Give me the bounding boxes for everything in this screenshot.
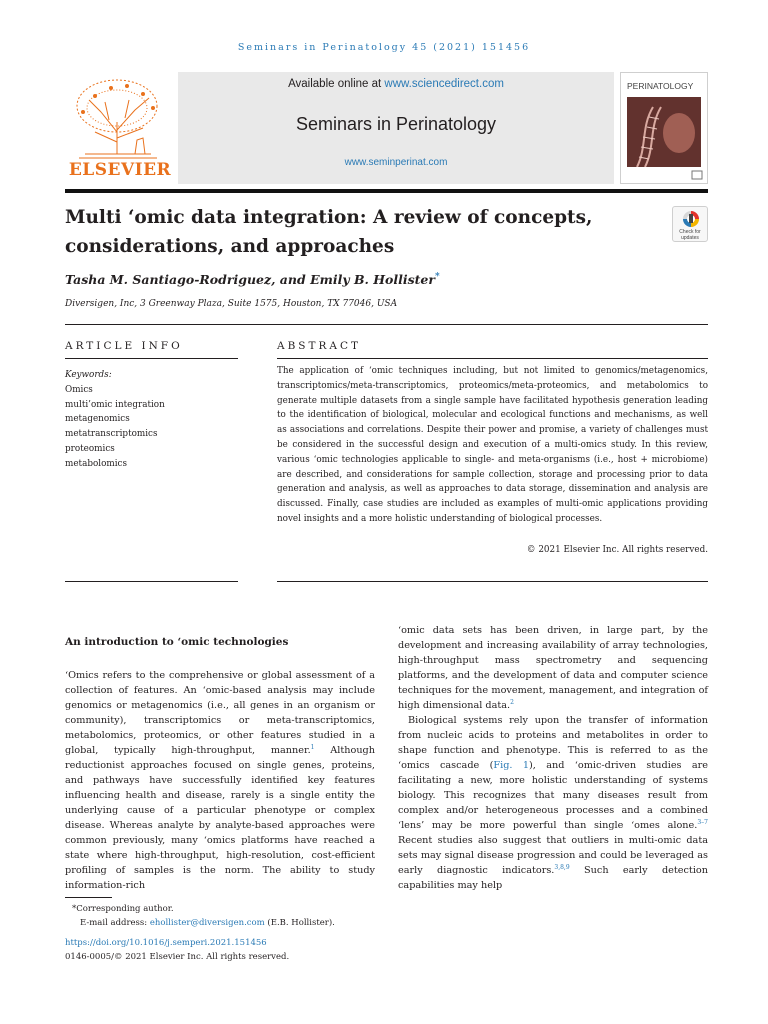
doi-link[interactable]: https://doi.org/10.1016/j.semperi.2021.151456 — [65, 938, 267, 948]
body-paragraph — [398, 713, 708, 893]
body-paragraph — [65, 668, 375, 893]
abstract-heading: ABSTRACT — [277, 340, 362, 352]
abstract-rule — [277, 358, 708, 359]
author-names: Tasha M. Santiago-Rodriguez, and Emily B. Hollister — [65, 272, 435, 287]
body-left-column — [65, 668, 375, 893]
reference-link[interactable]: 1 — [310, 743, 315, 751]
article-title — [65, 203, 645, 261]
email-link[interactable]: ehollister@diversigen.com — [149, 918, 265, 928]
paragraph-text: ‘omic data sets has been driven, in large part, by the development and increasing availability of array technologies, high-throughput mass spectrometry and sequencing platforms, and the development of data and computer science techniques for the movement, management, and integration of high dimensional data. — [398, 625, 708, 711]
available-online — [178, 78, 614, 90]
authors — [65, 272, 440, 287]
journal-name: Seminars in Perinatology — [295, 114, 497, 134]
cover-logo-icon — [691, 170, 703, 180]
figure-link[interactable]: Fig. 1 — [493, 760, 530, 771]
paragraph-text: Biological systems rely upon the transfer of information from nucleic acids to proteins and metabolites in order to shape function and phenotype. This is referred to as the ‘omics cascade ( — [398, 715, 708, 771]
keywords-label: Keywords: — [65, 370, 112, 380]
body-paragraph — [398, 623, 708, 713]
email-suffix: (E.B. Hollister). — [264, 918, 335, 928]
issn-line: 0146-0005/© 2021 Elsevier Inc. All rights reserved. — [65, 952, 290, 962]
journal-homepage-link[interactable]: www.seminperinat.com — [344, 157, 448, 168]
email-footnote — [80, 917, 335, 930]
reference-link[interactable]: 3,8,9 — [554, 863, 570, 871]
title-line-2: considerations, and approaches — [65, 236, 395, 257]
affiliation: Diversigen, Inc, 3 Greenway Plaza, Suite 1575, Houston, TX 77046, USA — [65, 299, 398, 309]
cover-title: PERINATOLOGY — [627, 81, 694, 91]
running-head: Seminars in Perinatology 45 (2021) 151456 — [237, 42, 531, 53]
corresponding-footnote: *Corresponding author. — [72, 904, 174, 914]
paragraph-text: Such early detection capabilities may help — [398, 865, 708, 891]
keyword-item: Omics — [65, 384, 93, 395]
paragraph-text: Recent studies also suggest that outliers in multi-omic data sets may signal disease progression and could be leveraged as early diagnostic indicators. — [398, 835, 708, 876]
crossmark-icon — [682, 210, 700, 228]
email-label: E-mail address: — [80, 918, 150, 928]
title-divider — [65, 324, 708, 325]
elsevier-logo — [65, 72, 175, 184]
reference-link[interactable]: 2 — [510, 698, 514, 706]
check-for-updates-label: Check for updates — [679, 229, 701, 241]
logo-wordmark: ELSEVIER — [68, 160, 172, 180]
keyword-item: metabolomics — [65, 458, 127, 469]
abstract-bottom-rule — [277, 581, 708, 582]
title-line-1: Multi ‘omic data integration: A review of concepts, — [65, 207, 593, 228]
article-info-rule — [65, 358, 238, 359]
available-prefix: Available online at — [288, 78, 385, 90]
paragraph-text: Although reductionist approaches focused on single genes, proteins, and pathways have successfully identified key features influencing health and disease, rarely is a single entity the underlying cause of a particular phenotype or complex disease. Whereas analyte by analyte-based approaches were common previously, many ‘omics platforms have reached a state where high-throughput, high-resolution, cost-efficient profiling of samples is the norm. The ability to study information-rich — [65, 745, 375, 891]
keyword-item: proteomics — [65, 443, 115, 454]
reference-link[interactable]: 3–7 — [697, 818, 708, 826]
body-right-column — [398, 623, 708, 893]
journal-cover-thumbnail[interactable] — [620, 72, 708, 184]
abstract-copyright: © 2021 Elsevier Inc. All rights reserved. — [526, 545, 708, 555]
abstract-text: The application of ‘omic techniques including, but not limited to genomics/metagenomics, transcriptomics/meta-transcriptomics, proteomics/meta-proteomics, and metabolomics to generate multiple datasets from a single sample have facilitated hypothesis generation leading to the identification of biological, molecular and ecological functions and mechanisms, as well as associations and correlations. Despite their power and promise, a variety of challenges must be considered in the successful design and execution of a multi-omics study. In this review, various ‘omic technologies applicable to single- and meta-organisms (i.e., host + microbiome) are described, and considerations for sample collection, storage and processing prior to data generation and analysis, as well as approaches to data storage, dissemination and analysis are discussed. Finally, case studies are included as examples of multi-omic applications providing novel insights and a more holistic understanding of biological processes. — [277, 366, 708, 524]
keyword-item: multi’omic integration — [65, 399, 165, 410]
sciencedirect-link[interactable]: www.sciencedirect.com — [384, 78, 504, 90]
masthead-rule — [65, 189, 708, 193]
keyword-item: metatranscriptomics — [65, 429, 158, 440]
article-info-bottom-rule — [65, 581, 238, 582]
cover-image-icon — [627, 97, 701, 167]
keyword-item: metagenomics — [65, 414, 130, 425]
paragraph-text: ), and ‘omic-driven studies are facilitating a new, more holistic understanding of systems biology. This recognizes that many diseases result from complex and/or heterogeneous processes and a combined ‘lens’ may be more powerful than single ‘omes alone. — [398, 760, 709, 831]
footnote-rule — [65, 897, 112, 898]
corresponding-author-link[interactable]: * — [434, 271, 440, 282]
article-info-heading: ARTICLE INFO — [65, 340, 183, 352]
section-title: An introduction to ‘omic technologies — [65, 636, 289, 648]
paragraph-text: ‘Omics refers to the comprehensive or global assessment of a collection of features. An ‘omic-based analysis may include genomics or metagenomics (i.e., all genes in an organism or community), transcriptomics or meta-transcriptomics, metabolomics, proteomics, or other features studied in a global, typically high-throughput, manner. — [65, 670, 375, 756]
keywords-block — [65, 368, 238, 472]
